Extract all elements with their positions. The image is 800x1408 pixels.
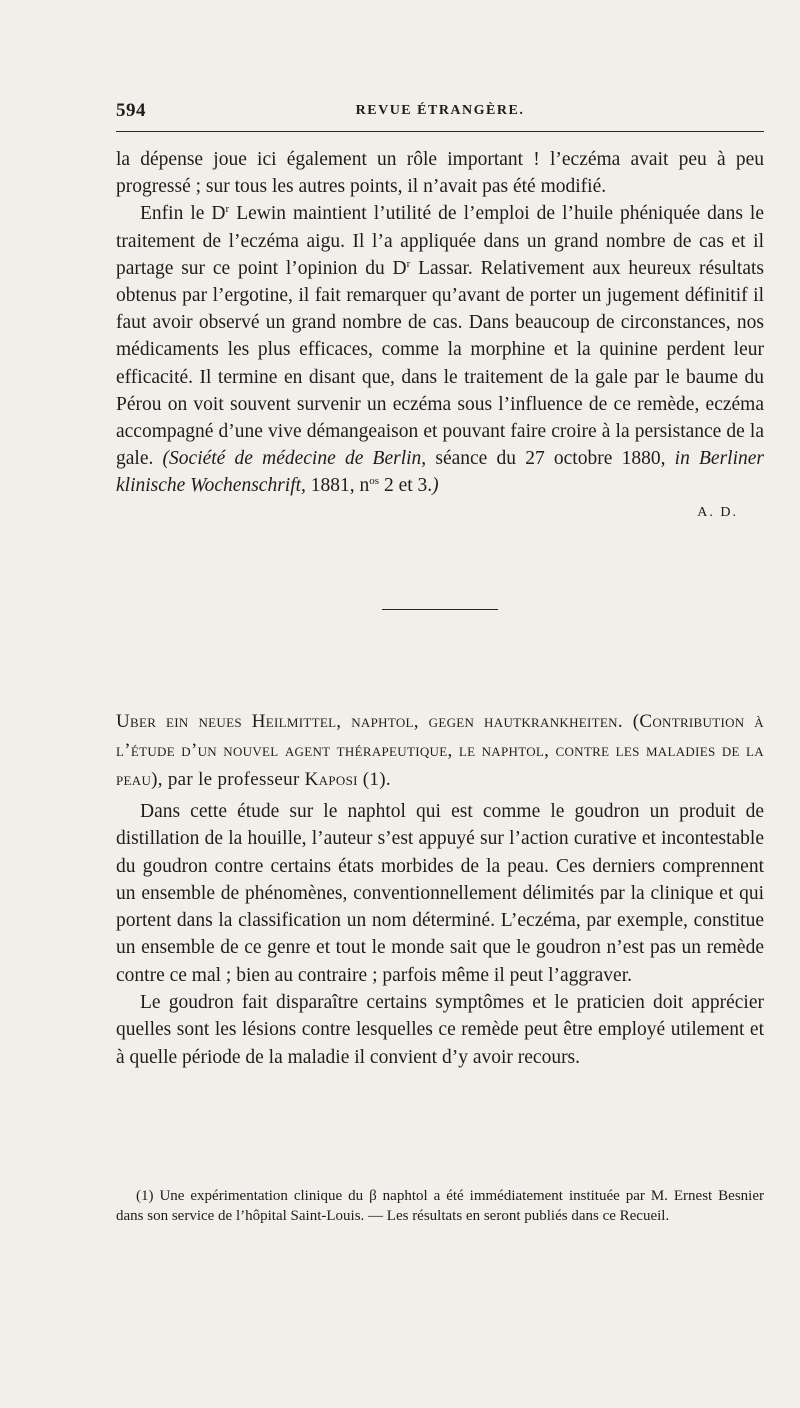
running-head: REVUE ÉTRANGÈRE. bbox=[355, 103, 525, 118]
author-name: Kaposi bbox=[304, 769, 358, 790]
author-signature: A. D. bbox=[697, 504, 738, 520]
citation-society: (Société de médecine de Berlin, bbox=[162, 448, 427, 470]
previous-article-body bbox=[116, 146, 764, 526]
superscript: r bbox=[406, 257, 411, 270]
text-run: Lassar. Relativement aux heureux résultats obtenus par l’ergotine, il fait remarquer qu’avant de porter un jugement définitif il faut avoir observé un grand nombre de cas. Dans beaucoup de circonstances, nos médicaments les plus efficaces, comme la morphine et la quinine perdent leur efficacité. Il termine en disant que, dans le traitement de la gale par le baume du Pérou on voit souvent survenir un eczéma sous l’influence de ce remède, eczéma accompagné d’une vive démangeaison et pouvant faire croire à la persistance de la gale. bbox=[116, 257, 765, 470]
superscript: os bbox=[369, 475, 380, 488]
superscript: r bbox=[225, 203, 230, 216]
text-run: Lewin maintient l’utilité de l’emploi de l’huile phéniquée dans le traitement de l’eczéma aigu. Il l’a appliquée dans un grand nombre de cas et il partage sur ce point l’opinion du D bbox=[116, 203, 764, 279]
previous-article-paragraph-1: la dépense joue ici également un rôle important ! l’eczéma avait peu à peu progressé ; sur tous les autres points, il n’avait pas été modifié. bbox=[116, 149, 764, 198]
text-run: Enfin le D bbox=[140, 203, 226, 225]
text-run: 1881, n bbox=[305, 475, 370, 497]
previous-article-paragraph-2 bbox=[116, 200, 764, 499]
article-title bbox=[116, 707, 764, 794]
text-run: séance du 27 octobre 1880, bbox=[426, 448, 675, 470]
citation-journal: in Berliner klinische Wochenschrift, bbox=[116, 448, 765, 497]
footnote-text: (1) Une expérimentation clinique du β naphtol a été immédiatement instituée par M. Ernest Besnier dans son service de l’hôpital Saint-Louis. — Les résultats en seront publiés dans ce Recueil. bbox=[116, 1188, 764, 1224]
page-header bbox=[116, 100, 764, 124]
text-run: 2 et 3. bbox=[379, 475, 433, 497]
article-paragraph-2: Le goudron fait disparaître certains symptômes et le praticien doit apprécier quelles sont les lésions contre lesquelles ce remède peut être employé utilement et à quelle période de la maladie il convient d’y avoir recours. bbox=[116, 992, 764, 1068]
header-rule bbox=[116, 131, 764, 132]
footnote bbox=[116, 1186, 764, 1226]
page-number: 594 bbox=[116, 100, 146, 121]
article-body bbox=[116, 798, 764, 1071]
article-title-text: Uber ein neues Heilmittel, naphtol, gegen hautkrankheiten. (Contribution à l’étude d’un nouvel agent thérapeutique, le naphtol, contre les maladies de la peau), bbox=[116, 711, 764, 790]
text-run: ) bbox=[432, 475, 439, 497]
section-divider bbox=[382, 609, 498, 610]
article-paragraph-1: Dans cette étude sur le naphtol qui est comme le goudron un produit de distillation de la houille, l’auteur s’est appuyé sur l’action curative et incontestable du goudron contre certains états morbides de la peau. Ces derniers comprennent un ensemble de phénomènes, conventionnellement délimités par la clinique et qui portent dans la classification un nom déterminé. L’eczéma, par exemple, constitue un ensemble de ce genre et tout le monde sait que le goudron n’est pas un remède contre ce mal ; bien au contraire ; parfois même il peut l’aggraver. bbox=[116, 801, 764, 986]
author-prefix: par le professeur bbox=[162, 769, 305, 790]
footnote-reference: (1). bbox=[357, 769, 391, 790]
